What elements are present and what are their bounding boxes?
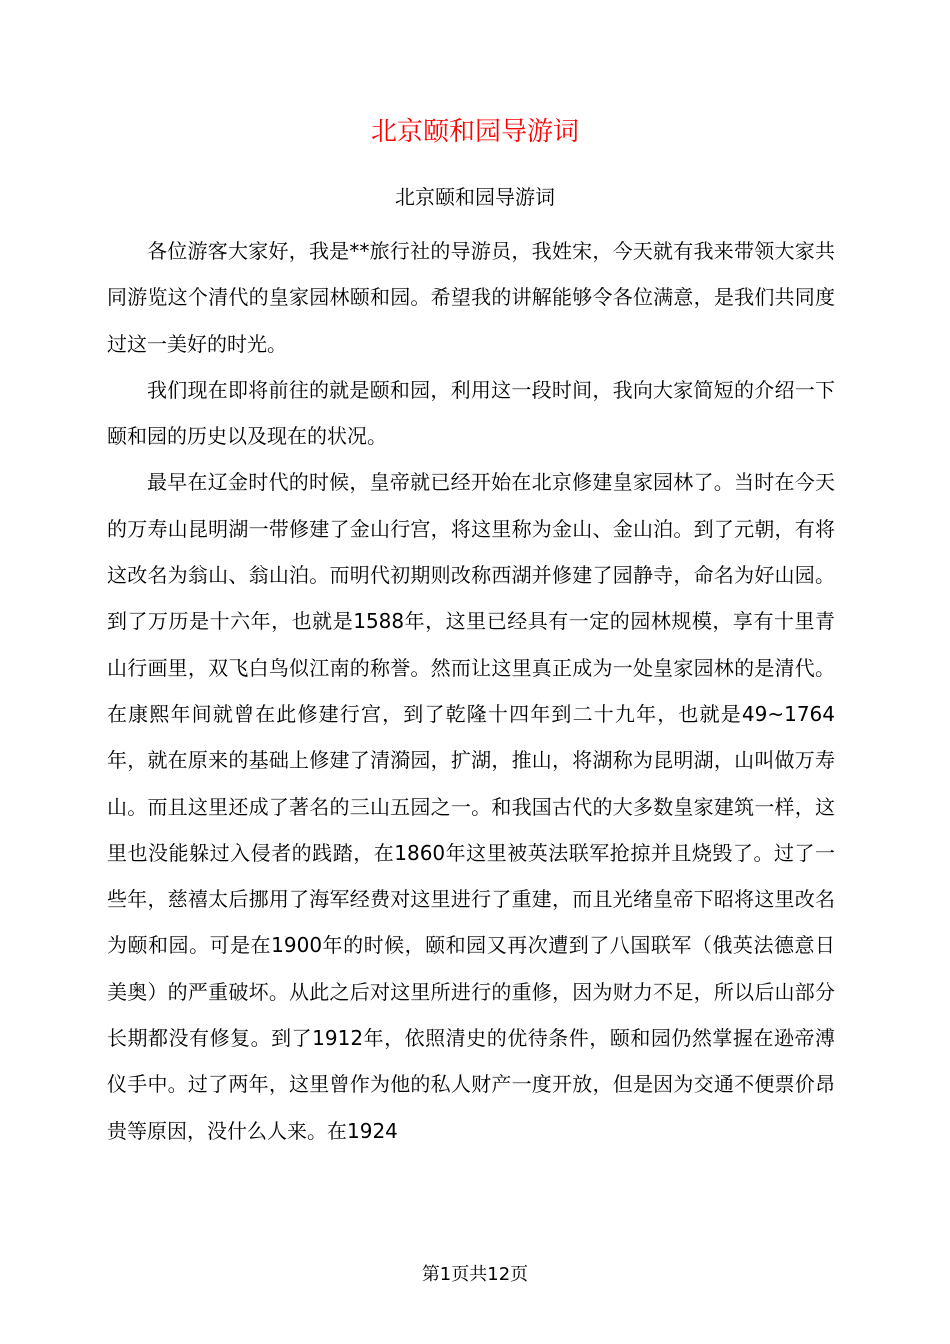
document-title: 北京颐和园导游词 xyxy=(370,117,579,147)
paragraph: 我们现在即将前往的就是颐和园，利用这一段时间，我向大家简短的介绍一下颐和园的历史以及现在的状况。 xyxy=(107,377,835,449)
page-number: 第1页共12页 xyxy=(421,1264,529,1285)
document-body xyxy=(107,228,835,1154)
document-subtitle: 北京颐和园导游词 xyxy=(395,185,555,209)
paragraph: 最早在辽金时代的时候，皇帝就已经开始在北京修建皇家园林了。当时在今天的万寿山昆明湖一带修建了金山行宫，将这里称为金山、金山泊。到了元朝，有将这改名为翁山、翁山泊。而明代初期则改称西湖并修建了园静寺，命名为好山园。到了万历是十六年，也就是1588年，这里已经具有一定的园林规模，享有十里青山行画里，双飞白鸟似江南的称誉。然而让这里真正成为一处皇家园林的是清代。在康熙年间就曾在此修建行宫，到了乾隆十四年到二十九年，也就是49~1764年，就在原来的基础上修建了清漪园，扩湖，推山，将湖称为昆明湖，山叫做万寿山。而且这里还成了著名的三山五园之一。和我国古代的大多数皇家建筑一样，这里也没能躲过入侵者的践踏，在1860年这里被英法联军抢掠并且烧毁了。过了一些年，慈禧太后挪用了海军经费对这里进行了重建，而且光绪皇帝下昭将这里改名为颐和园。可是在1900年的时候，颐和园又再次遭到了八国联军（俄英法德意日美奥）的严重破坏。从此之后对这里所进行的重修，因为财力不足，所以后山部分长期都没有修复。到了1912年，依照清史的优待条件，颐和园仍然掌握在逊帝溥仪手中。过了两年，这里曾作为他的私人财产一度开放，但是因为交通不便票价昂贵等原因，没什么人来。在1924 xyxy=(107,470,835,1143)
paragraph: 各位游客大家好，我是**旅行社的导游员，我姓宋，今天就有我来带领大家共同游览这个清代的皇家园林颐和园。希望我的讲解能够令各位满意，是我们共同度过这一美好的时光。 xyxy=(107,239,835,356)
